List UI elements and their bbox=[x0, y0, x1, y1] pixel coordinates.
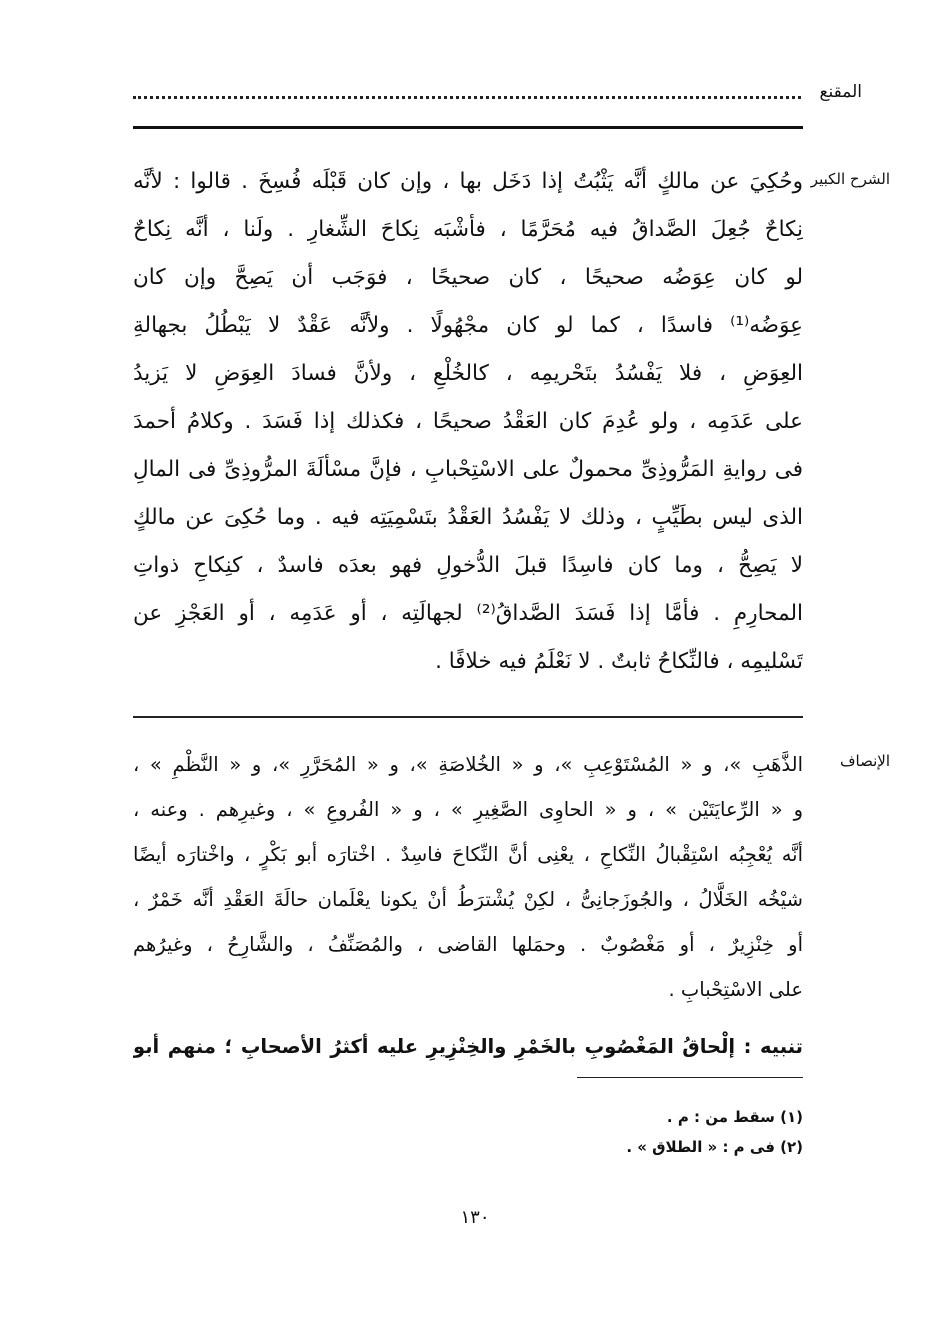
footnote-2: (٢) فى م : « الطلاق » . bbox=[626, 1138, 803, 1156]
main-line: لو كان عِوَضُه صحيحًا ، كان صحيحًا ، فوَجَب أن يَصِحَّ وإن كان bbox=[133, 265, 803, 290]
note-text: : إلْحاقُ المَغْصُوبِ بالخَمْرِ والخِنْزِيرِ عليه أكثرُ الأصحابِ ؛ منهم أبو bbox=[133, 1035, 760, 1058]
insaf-line: أنَّه يُعْجِبُه اسْتِقْبالُ النِّكاحِ ، يعْنِى أنَّ النِّكاحَ فاسِدٌ . اخْتارَه أبو بَكْرٍ ، واخْتارَه أيضًا bbox=[133, 843, 803, 866]
header-rule bbox=[133, 126, 803, 129]
main-line: وحُكِيَ عن مالكٍ أنَّه يَثْبُتُ إذا دَخَل بها ، وإن كان قَبْلَه فُسِخَ . قالوا : لأنَّه bbox=[133, 169, 803, 194]
running-head: المقنع bbox=[819, 82, 862, 102]
insaf-line: على الاسْتِحْبابِ . bbox=[668, 978, 803, 1001]
main-line: فى روايةِ المَرُّوذِىِّ محمولٌ على الاسْتِحْبابِ ، فإنَّ مسْألَةَ المرُّوذِىِّ فى المالِ bbox=[133, 457, 803, 482]
main-line: العِوَضِ ، فلا يَفْسُدُ بتَحْريمِه ، كالخُلْعِ ، ولأنَّ فسادَ العِوَضِ لا يَزيدُ bbox=[133, 361, 803, 386]
note-line bbox=[133, 1024, 803, 1069]
insaf-line: الذَّهَبِ »، و « المُسْتَوْعِبِ »، و « الخُلاصَةِ »، و « المُحَرَّرِ »، و « النَّظْمِ » ، bbox=[133, 753, 803, 776]
insaf-text bbox=[133, 742, 803, 1069]
footnotes bbox=[626, 1102, 803, 1162]
note-label: تنبيه bbox=[759, 1035, 803, 1058]
main-text bbox=[133, 158, 803, 686]
insaf-line: و « الرِّعايَتَيْن » ، و « الحاوِى الصَّغِيرِ » ، و « الفُروعِ » ، وغيرِهم . وعنه ، bbox=[133, 798, 803, 821]
main-line: نِكاحٌ جُعِلَ الصَّداقُ فيه مُحَرَّمًا ، فأشْبَه نِكاحَ الشِّغارِ . ولَنا ، أنَّه نِكاحٌ bbox=[133, 217, 803, 242]
main-line: تَسْليمِه ، فالنِّكاحُ ثابتٌ . لا نَعْلَمُ فيه خلافًا . bbox=[435, 649, 803, 674]
main-line: لا يَصِحُّ ، وما كان فاسِدًا قبلَ الدُّخولِ فهو بعدَه فاسدٌ ، كنِكاحِ ذواتِ bbox=[133, 553, 803, 578]
main-line: الذى ليس بطَيِّبٍ ، وذلك لا يَفْسُدُ العَقْدُ بتَسْمِيَتِه فيه . وما حُكِىَ عن مالكٍ bbox=[133, 505, 803, 530]
insaf-line: أو خِنْزِيرٌ ، أو مَغْصُوبٌ . وحمَلها القاضى ، والمُصَنِّفُ ، والشَّارِحُ ، وغيرُهم bbox=[133, 933, 803, 956]
footnote-1: (١) سقط من : م . bbox=[666, 1108, 803, 1126]
section-divider bbox=[133, 716, 803, 718]
insaf-line: شيْخُه الخَلَّالُ ، والجُوزَجانِىُّ ، لكِنْ يُشْترَطُ أنْ يكونا يعْلَمان حالَةَ العَقْدِ أنَّه خَمْرٌ ، bbox=[133, 888, 803, 911]
page-number: ١٣٠ bbox=[460, 1207, 490, 1228]
insaf-section-label: الإنصاف bbox=[839, 752, 890, 770]
main-section-label: الشرح الكبير bbox=[810, 170, 890, 188]
main-line: المحارِمِ . فأمَّا إذا فَسَدَ الصَّداقُ⁽²⁾ لجهالَتِه ، أو عَدَمِه ، أو العَجْزِ عن bbox=[133, 601, 803, 626]
main-line: على عَدَمِه ، ولو عُدِمَ كان العَقْدُ صحيحًا ، فكذلك إذا فَسَدَ . وكلامُ أحمدَ bbox=[133, 409, 803, 434]
dotted-separator bbox=[133, 96, 801, 99]
main-line: عِوَضُه⁽¹⁾ فاسدًا ، كما لو كان مجْهُولًا . ولأنَّه عَقْدٌ لا يَبْطُلُ بجهالةِ bbox=[133, 313, 803, 338]
footnote-rule bbox=[577, 1077, 803, 1078]
